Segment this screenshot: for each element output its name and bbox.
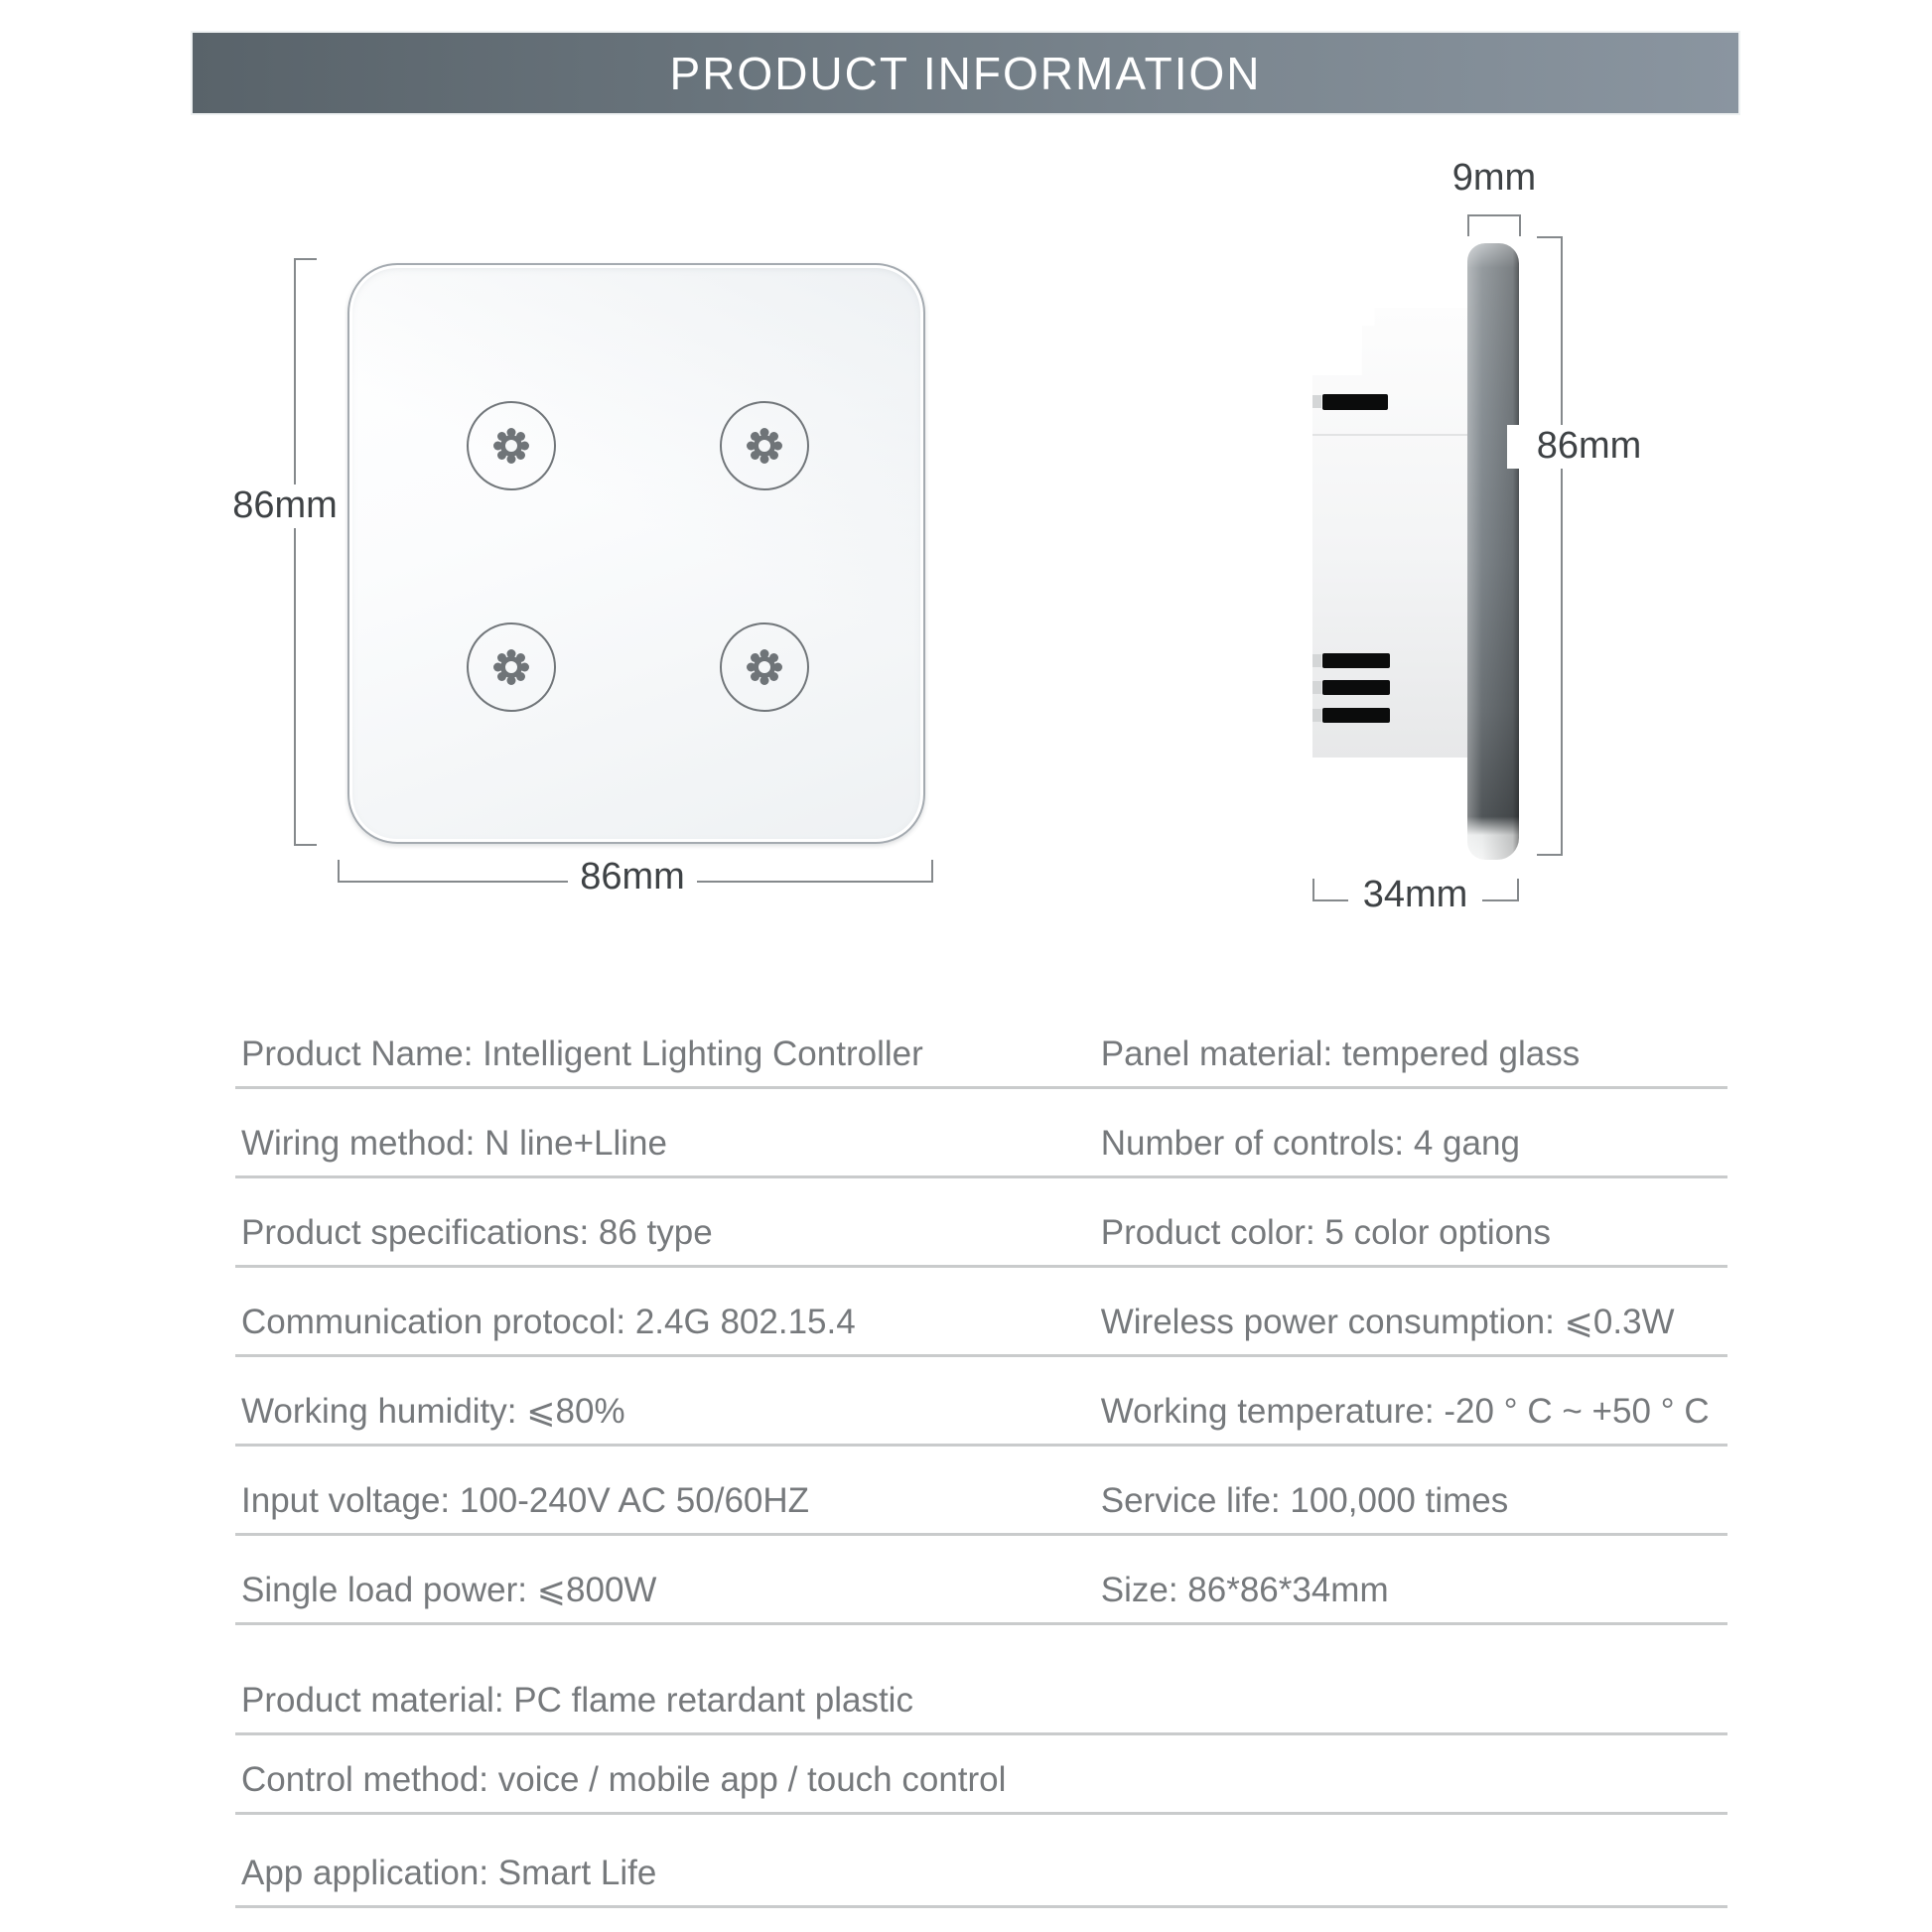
spec-cell: Control method: voice / mobile app / touch control	[241, 1760, 1007, 1799]
side-depth-dimension-label: 34mm	[1348, 874, 1482, 917]
side-height-top-tick	[1537, 236, 1563, 238]
spec-row	[235, 1357, 1727, 1447]
spec-cell: Working temperature: -20 ° C ~ +50 ° C	[1100, 1392, 1710, 1431]
spec-row	[235, 1447, 1727, 1536]
spec-row	[235, 1000, 1727, 1089]
spec-row	[235, 1815, 1727, 1908]
side-thickness-left-tick	[1467, 214, 1469, 236]
spec-cell: Panel material: tempered glass	[1100, 1035, 1581, 1073]
page-title: PRODUCT INFORMATION	[669, 47, 1262, 99]
vent-slot	[1322, 708, 1390, 723]
spec-cell: Input voltage: 100-240V AC 50/60HZ	[241, 1481, 810, 1520]
side-thickness-right-tick	[1519, 214, 1521, 236]
vent-nub	[1312, 654, 1321, 667]
gear-icon	[488, 423, 534, 469]
spec-cell: Product Name: Intelligent Lighting Controller	[241, 1035, 923, 1073]
side-thickness-dimension-label: 9mm	[1451, 157, 1537, 199]
front-width-left-tick	[338, 860, 340, 883]
spec-cell: Working humidity: ⩽80%	[241, 1392, 625, 1431]
body-seam-line	[1312, 434, 1467, 436]
side-depth-left-tick	[1312, 879, 1314, 901]
switch-mechanism-body	[1312, 308, 1467, 758]
touch-button[interactable]	[720, 622, 809, 712]
touch-button[interactable]	[467, 401, 556, 490]
header-bar	[193, 33, 1738, 113]
side-height-dimension-label: 86mm	[1507, 425, 1671, 469]
spec-cell: Number of controls: 4 gang	[1100, 1124, 1520, 1163]
vent-slot	[1322, 680, 1390, 695]
gear-icon	[488, 644, 534, 690]
spec-cell: App application: Smart Life	[241, 1854, 657, 1892]
front-width-right-tick	[931, 860, 933, 883]
spec-cell: Wireless power consumption: ⩽0.3W	[1100, 1303, 1675, 1341]
front-height-bottom-tick	[294, 844, 317, 846]
switch-panel	[347, 263, 925, 844]
spec-cell: Product material: PC flame retardant plastic	[241, 1681, 913, 1720]
spec-cell: Product specifications: 86 type	[241, 1213, 713, 1252]
gear-icon	[742, 423, 787, 469]
spec-row	[235, 1178, 1727, 1268]
side-height-bottom-tick	[1537, 854, 1563, 856]
gear-icon	[742, 644, 787, 690]
spec-row	[235, 1268, 1727, 1357]
front-height-dimension-line	[294, 258, 296, 846]
spec-cell: Communication protocol: 2.4G 802.15.4	[241, 1303, 856, 1341]
front-height-dimension-label: 86mm	[220, 484, 349, 528]
specs-table	[235, 1000, 1727, 1908]
spec-row	[235, 1625, 1727, 1735]
spec-cell: Service life: 100,000 times	[1100, 1481, 1509, 1520]
spec-cell: Product color: 5 color options	[1100, 1213, 1552, 1252]
side-depth-right-tick	[1517, 879, 1519, 901]
vent-slot	[1322, 394, 1388, 410]
side-thickness-dimension-line	[1467, 214, 1521, 216]
vent-slot	[1322, 653, 1390, 668]
spec-cell: Size: 86*86*34mm	[1100, 1571, 1389, 1609]
vent-nub	[1312, 681, 1321, 694]
vent-nub	[1312, 395, 1321, 408]
touch-button[interactable]	[467, 622, 556, 712]
spec-cell: Wiring method: N line+Lline	[241, 1124, 667, 1163]
spec-row	[235, 1536, 1727, 1625]
side-height-dimension-line	[1561, 236, 1563, 856]
touch-button[interactable]	[720, 401, 809, 490]
spec-row	[235, 1735, 1727, 1815]
glass-panel-side-profile	[1467, 243, 1519, 860]
spec-row	[235, 1089, 1727, 1178]
front-width-dimension-label: 86mm	[568, 856, 697, 899]
spec-cell: Single load power: ⩽800W	[241, 1571, 657, 1609]
front-height-top-tick	[294, 258, 317, 260]
vent-nub	[1312, 709, 1321, 722]
